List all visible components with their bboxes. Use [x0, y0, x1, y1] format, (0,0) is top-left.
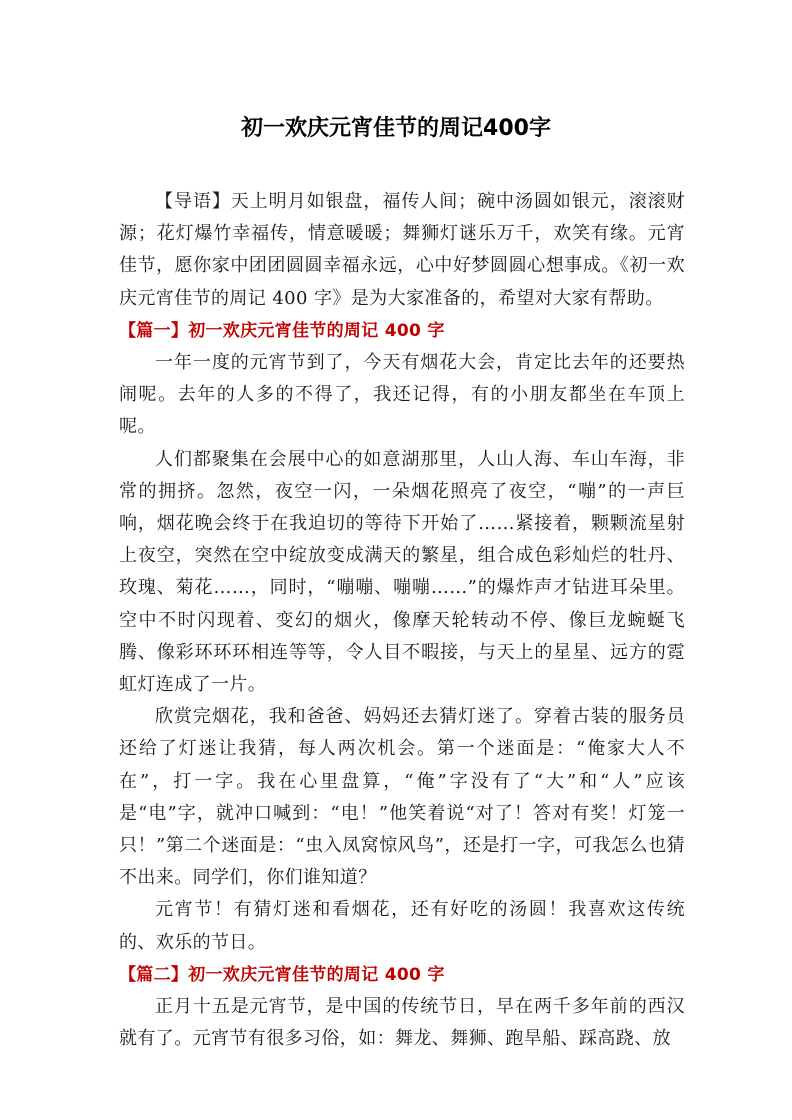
document-title: 初一欢庆元宵佳节的周记400字 — [241, 116, 551, 141]
section-1-paragraph-2: 人们都聚集在会展中心的如意湖那里，人山人海、车山车海，非常的拥挤。忽然，夜空一闪，一朵烟花照亮了夜空，“嘣”的一声巨响，烟花晚会终于在我迫切的等待下开始了……紧接着，颗颗流星射上夜空，突然在空中绽放变成满天的繁星，组合成色彩灿烂的牡丹、玫瑰、菊花……，同时，“嘣嘣、嘣嘣……”的爆炸声才钻进耳朵里。空中不时闪现着、变幻的烟火，像摩天轮转动不停、像巨龙蜿蜒飞腾、像彩环环环相连等等，令人目不暇接，与天上的星星、远方的霓虹灯连成了一片。 — [119, 448, 685, 696]
section-2-heading: 【篇二】初一欢庆元宵佳节的周记 400 字 — [119, 964, 445, 985]
section-1-paragraph-1: 一年一度的元宵节到了，今天有烟花大会，肯定比去年的还要热闹呢。去年的人多的不得了，我还记得，有的小朋友都坐在车顶上呢。 — [119, 352, 685, 438]
section-1-paragraph-4: 元宵节！有猜灯迷和看烟花，还有好吃的汤圆！我喜欢这传统的、欢乐的节日。 — [119, 899, 685, 953]
section-1-heading: 【篇一】初一欢庆元宵佳节的周记 400 字 — [119, 320, 445, 341]
document-body — [119, 186, 685, 1055]
intro-paragraph: 【导语】天上明月如银盘，福传人间；碗中汤圆如银元，滚滚财源；花灯爆竹幸福传，情意暖暖；舞狮灯谜乐万千，欢笑有缘。元宵佳节，愿你家中团团圆圆幸福永远，心中好梦圆圆心想事成。《初一欢庆元宵佳节的周记 400 字》是为大家准备的，希望对大家有帮助。 — [119, 191, 685, 309]
section-1-paragraph-3: 欣赏完烟花，我和爸爸、妈妈还去猜灯迷了。穿着古装的服务员还给了灯迷让我猜，每人两次机会。第一个迷面是：“俺家大人不在”，打一字。我在心里盘算，“俺”字没有了“大”和“人”应该是“电”字，就冲口喊到：“电！”他笑着说“对了！答对有奖！灯笼一只！”第二个迷面是：“虫入凤窝惊风鸟”，还是打一字，可我怎么也猜不出来。同学们，你们谁知道？ — [119, 706, 685, 889]
section-2-paragraph-1: 正月十五是元宵节，是中国的传统节日，早在两千多年前的西汉就有了。元宵节有很多习俗，如：舞龙、舞狮、跑旱船、踩高跷、放 — [119, 996, 685, 1050]
